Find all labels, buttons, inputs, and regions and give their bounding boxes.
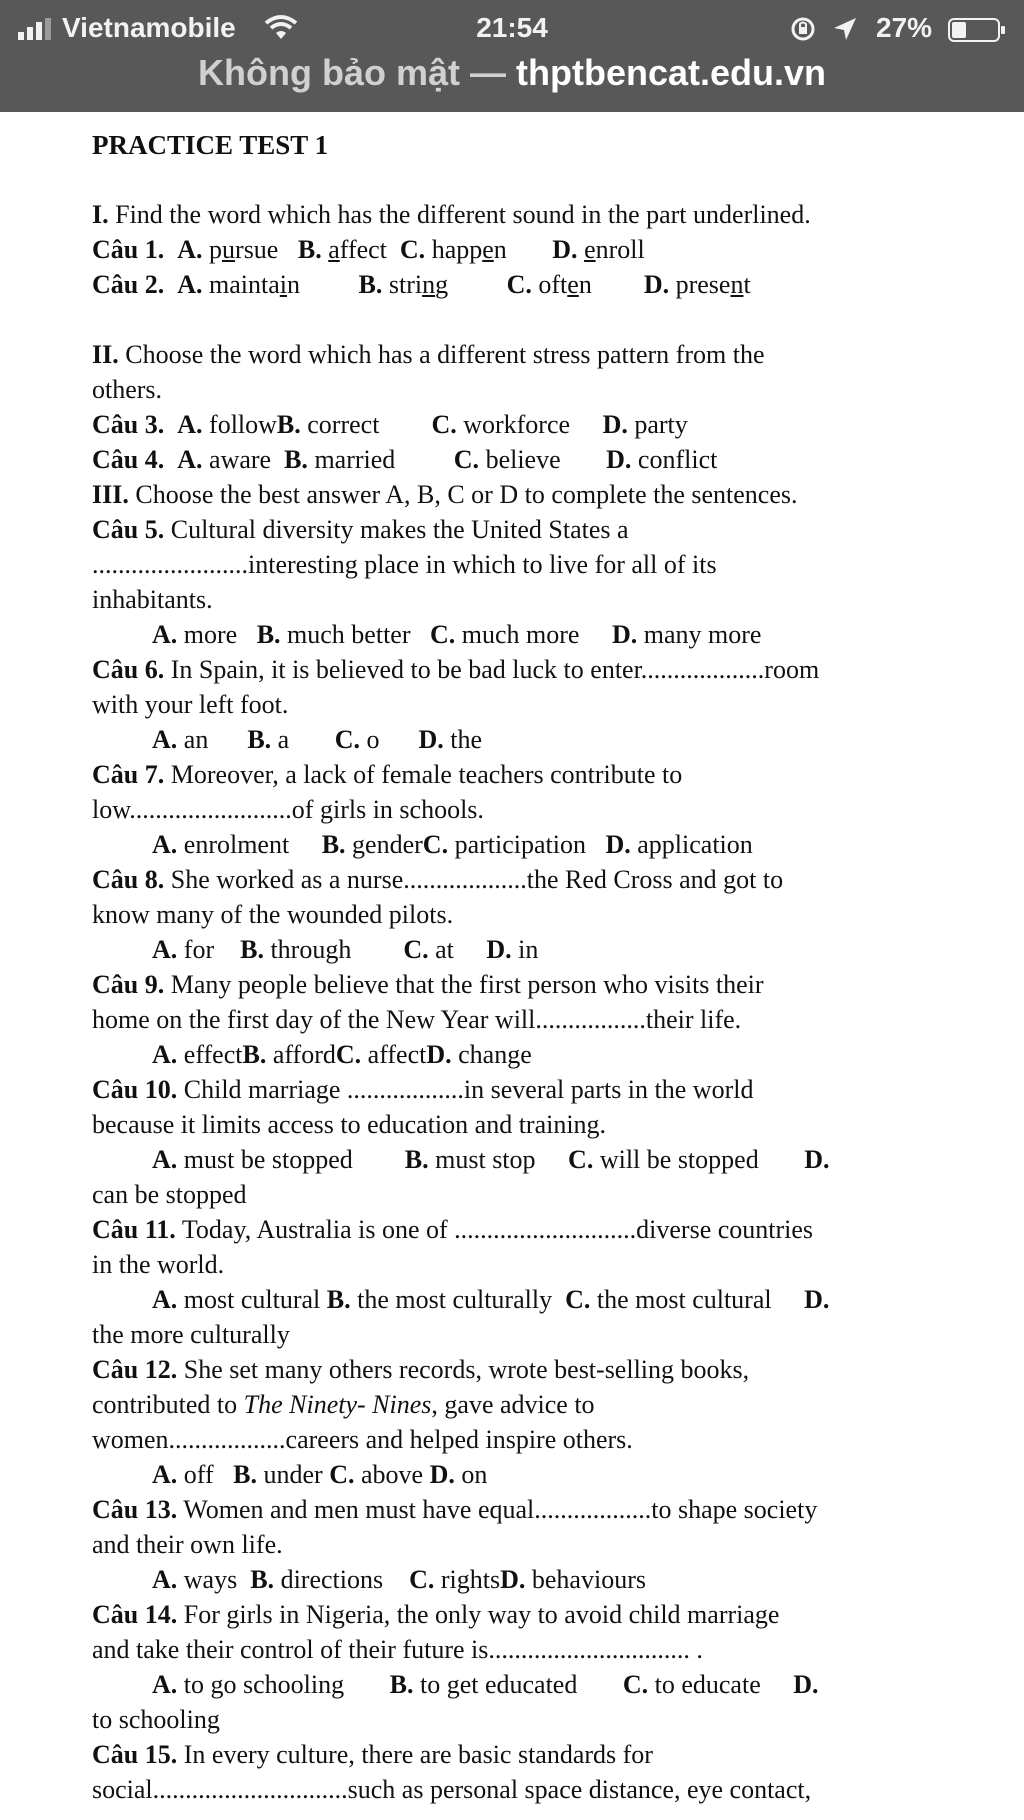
question-6-options: A. an B. a C. o D. the [152, 725, 483, 754]
address-bar[interactable] [0, 52, 1024, 94]
question-9: Câu 9. Many people believe that the first person who visits their [92, 970, 764, 999]
section-1-heading: I. Find the word which has the different sound in the part underlined. [92, 200, 811, 229]
question-5-options: A. more B. much better C. much more D. many more [152, 620, 762, 649]
question-10-options: A. must be stopped B. must stop C. will be stopped D. [152, 1145, 830, 1174]
rotation-lock-icon [790, 16, 816, 42]
clock: 21:54 [476, 12, 548, 43]
question-12-line3: women..................careers and helped inspire others. [92, 1425, 633, 1454]
section-2-heading-cont: others. [92, 375, 163, 404]
question-13-options: A. ways B. directions C. rightsD. behaviours [152, 1565, 646, 1594]
question-13: Câu 13. Women and men must have equal..................to shape society [92, 1495, 818, 1524]
question-8: Câu 8. She worked as a nurse...................the Red Cross and got to [92, 865, 784, 894]
question-4: Câu 4. A. aware B. married C. believe D. conflict [92, 445, 718, 474]
question-9-line2: home on the first day of the New Year will.................their life. [92, 1005, 742, 1034]
question-14-option-d: to schooling [92, 1705, 220, 1734]
question-7: Câu 7. Moreover, a lack of female teachers contribute to [92, 760, 683, 789]
question-11-options: A. most cultural B. the most culturally C. the most cultural D. [152, 1285, 830, 1314]
carrier-name: Vietnamobile [62, 12, 236, 43]
question-2: Câu 2. A. maintain B. string C. often D. present [92, 270, 751, 299]
question-15-line2: social..............................such as personal space distance, eye contact, [92, 1775, 812, 1804]
question-14-options: A. to go schooling B. to get educated C. to educate D. [152, 1670, 819, 1699]
question-7-line2: low.........................of girls in schools. [92, 795, 484, 824]
question-11: Câu 11. Today, Australia is one of ............................diverse countries [92, 1215, 814, 1244]
question-11-option-d: the more culturally [92, 1320, 290, 1349]
question-3: Câu 3. A. followB. correct C. workforce D. party [92, 410, 688, 439]
browser-status-bar [0, 0, 1024, 112]
url-host: thptbencat.edu.vn [516, 52, 827, 93]
question-14: Câu 14. For girls in Nigeria, the only way to avoid child marriage [92, 1600, 780, 1629]
question-15: Câu 15. In every culture, there are basic standards for [92, 1740, 653, 1769]
question-12-line2: contributed to The Ninety- Nines, gave advice to [92, 1390, 595, 1419]
page-title: PRACTICE TEST 1 [92, 130, 329, 160]
question-5-line3: inhabitants. [92, 585, 213, 614]
question-12-options: A. off B. under C. above D. on [152, 1460, 488, 1489]
section-2-heading: II. Choose the word which has a different stress pattern from the [92, 340, 765, 369]
question-5-line2: ........................interesting place in which to live for all of its [92, 550, 717, 579]
location-arrow-icon [832, 16, 858, 42]
question-14-line2: and take their control of their future is............................... . [92, 1635, 703, 1664]
question-13-line2: and their own life. [92, 1530, 283, 1559]
question-11-line2: in the world. [92, 1250, 225, 1279]
battery-icon [948, 18, 1006, 42]
section-3-heading: III. Choose the best answer A, B, C or D to complete the sentences. [92, 480, 798, 509]
question-9-options: A. effectB. affordC. affectD. change [152, 1040, 532, 1069]
question-10-line2: because it limits access to education and training. [92, 1110, 607, 1139]
question-5: Câu 5. Cultural diversity makes the United States a [92, 515, 629, 544]
question-6-line2: with your left foot. [92, 690, 289, 719]
question-8-line2: know many of the wounded pilots. [92, 900, 454, 929]
question-12: Câu 12. She set many others records, wrote best-selling books, [92, 1355, 750, 1384]
question-8-options: A. for B. through C. at D. in [152, 935, 539, 964]
question-10-option-d: can be stopped [92, 1180, 247, 1209]
url-separator: — [469, 52, 506, 93]
question-7-options: A. enrolment B. genderC. participation D. application [152, 830, 753, 859]
security-label: Không bảo mật [197, 52, 460, 93]
question-6: Câu 6. In Spain, it is believed to be bad luck to enter...................room [92, 655, 820, 684]
question-10: Câu 10. Child marriage ..................in several parts in the world [92, 1075, 754, 1104]
question-1: Câu 1. A. pursue B. affect C. happen D. enroll [92, 235, 645, 264]
battery-percent: 27% [876, 12, 933, 43]
